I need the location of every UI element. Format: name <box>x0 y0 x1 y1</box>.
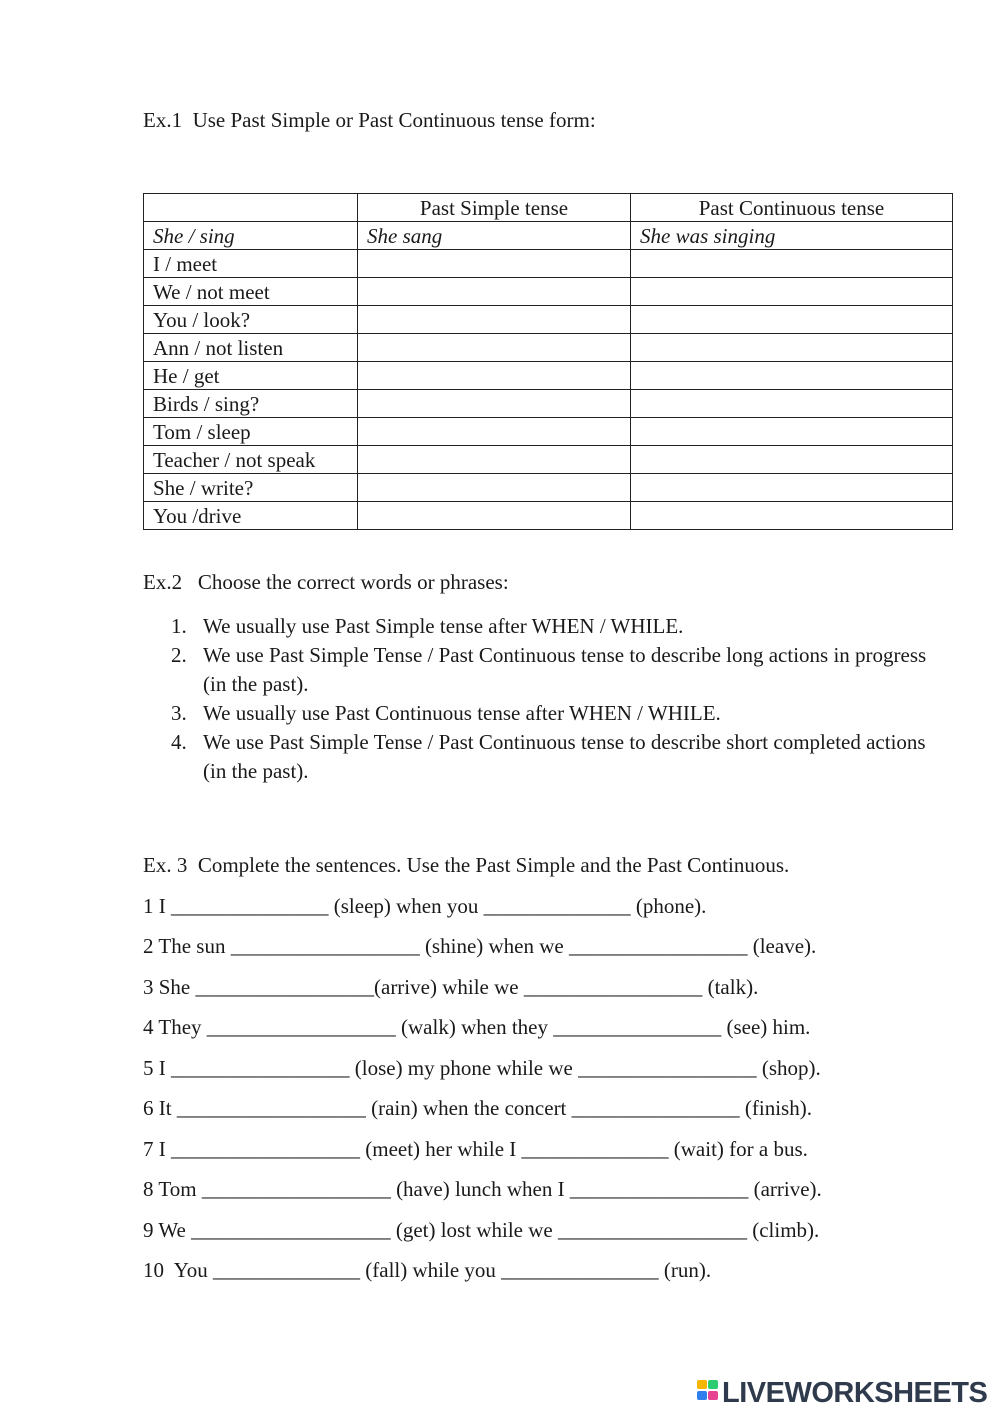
past-simple-answer-cell[interactable] <box>358 278 631 306</box>
item-text: We use Past Simple Tense / Past Continuous tense to describe short completed actions (in the past). <box>203 730 926 783</box>
table-row <box>144 362 953 390</box>
sentence-1[interactable]: 1 I _______________ (sleep) when you ______________ (phone). <box>143 894 707 918</box>
past-simple-answer-cell[interactable] <box>358 306 631 334</box>
item-number: 1. <box>171 614 187 638</box>
tense-table <box>143 193 953 530</box>
table-row <box>144 474 953 502</box>
past-continuous-answer-cell[interactable] <box>631 390 953 418</box>
row-prompt: Birds / sing? <box>144 390 358 418</box>
sentence-6[interactable]: 6 It __________________ (rain) when the concert ________________ (finish). <box>143 1096 812 1120</box>
table-row <box>144 306 953 334</box>
table-row <box>144 278 953 306</box>
exercise-2-heading: Ex.2 Choose the correct words or phrases: <box>143 570 509 594</box>
past-continuous-answer-cell[interactable] <box>631 362 953 390</box>
past-simple-answer-cell[interactable] <box>358 334 631 362</box>
past-simple-answer-cell[interactable] <box>358 446 631 474</box>
example-prompt: She / sing <box>144 222 358 250</box>
row-prompt: She / write? <box>144 474 358 502</box>
sentence-2[interactable]: 2 The sun __________________ (shine) when we _________________ (leave). <box>143 934 817 958</box>
header-cell-past-continuous: Past Continuous tense <box>631 194 953 222</box>
past-continuous-answer-cell[interactable] <box>631 334 953 362</box>
table-header-row <box>144 194 953 222</box>
past-continuous-answer-cell[interactable] <box>631 418 953 446</box>
table-row <box>144 502 953 530</box>
past-simple-answer-cell[interactable] <box>358 362 631 390</box>
table-row <box>144 334 953 362</box>
past-continuous-answer-cell[interactable] <box>631 306 953 334</box>
row-prompt: Teacher / not speak <box>144 446 358 474</box>
table-row <box>144 250 953 278</box>
list-item <box>143 641 953 699</box>
past-simple-answer-cell[interactable] <box>358 390 631 418</box>
list-item <box>143 699 953 728</box>
past-continuous-answer-cell[interactable] <box>631 250 953 278</box>
table-row <box>144 390 953 418</box>
logo-text: LIVEWORKSHEETS <box>722 1376 988 1409</box>
header-cell-past-simple: Past Simple tense <box>358 194 631 222</box>
header-cell-subject <box>144 194 358 222</box>
row-prompt: We / not meet <box>144 278 358 306</box>
sentence-10[interactable]: 10 You ______________ (fall) while you _______________ (run). <box>143 1258 712 1282</box>
liveworksheets-logo <box>697 1376 987 1410</box>
past-simple-answer-cell[interactable] <box>358 502 631 530</box>
sentence-5[interactable]: 5 I _________________ (lose) my phone while we _________________ (shop). <box>143 1056 821 1080</box>
item-number: 2. <box>171 643 187 667</box>
exercise-1-heading: Ex.1 Use Past Simple or Past Continuous tense form: <box>143 108 596 132</box>
sentence-3[interactable]: 3 She _________________(arrive) while we _________________ (talk). <box>143 975 759 999</box>
past-simple-answer-cell[interactable] <box>358 418 631 446</box>
example-past-simple: She sang <box>358 222 631 250</box>
row-prompt: You /drive <box>144 502 358 530</box>
past-continuous-answer-cell[interactable] <box>631 278 953 306</box>
sentence-8[interactable]: 8 Tom __________________ (have) lunch when I _________________ (arrive). <box>143 1177 822 1201</box>
list-item <box>143 612 953 641</box>
table-row <box>144 418 953 446</box>
item-text: We use Past Simple Tense / Past Continuous tense to describe long actions in progress (in the past). <box>203 643 927 696</box>
sentence-9[interactable]: 9 We ___________________ (get) lost while we __________________ (climb). <box>143 1218 820 1242</box>
past-simple-answer-cell[interactable] <box>358 250 631 278</box>
list-item <box>143 728 953 786</box>
row-prompt: He / get <box>144 362 358 390</box>
row-prompt: Tom / sleep <box>144 418 358 446</box>
past-continuous-answer-cell[interactable] <box>631 474 953 502</box>
logo-mark-icon <box>697 1378 719 1408</box>
past-continuous-answer-cell[interactable] <box>631 502 953 530</box>
table-row <box>144 446 953 474</box>
row-prompt: You / look? <box>144 306 358 334</box>
item-number: 3. <box>171 701 187 725</box>
example-past-continuous: She was singing <box>631 222 953 250</box>
item-number: 4. <box>171 730 187 754</box>
past-simple-answer-cell[interactable] <box>358 474 631 502</box>
past-continuous-answer-cell[interactable] <box>631 446 953 474</box>
exercise-3-heading: Ex. 3 Complete the sentences. Use the Past Simple and the Past Continuous. <box>143 853 790 877</box>
row-prompt: Ann / not listen <box>144 334 358 362</box>
sentence-7[interactable]: 7 I __________________ (meet) her while I ______________ (wait) for a bus. <box>143 1137 808 1161</box>
item-text: We usually use Past Simple tense after WHEN / WHILE. <box>203 614 684 638</box>
example-row <box>144 222 953 250</box>
choice-list <box>143 612 953 786</box>
item-text: We usually use Past Continuous tense after WHEN / WHILE. <box>203 701 721 725</box>
sentence-4[interactable]: 4 They __________________ (walk) when they ________________ (see) him. <box>143 1015 811 1039</box>
row-prompt: I / meet <box>144 250 358 278</box>
